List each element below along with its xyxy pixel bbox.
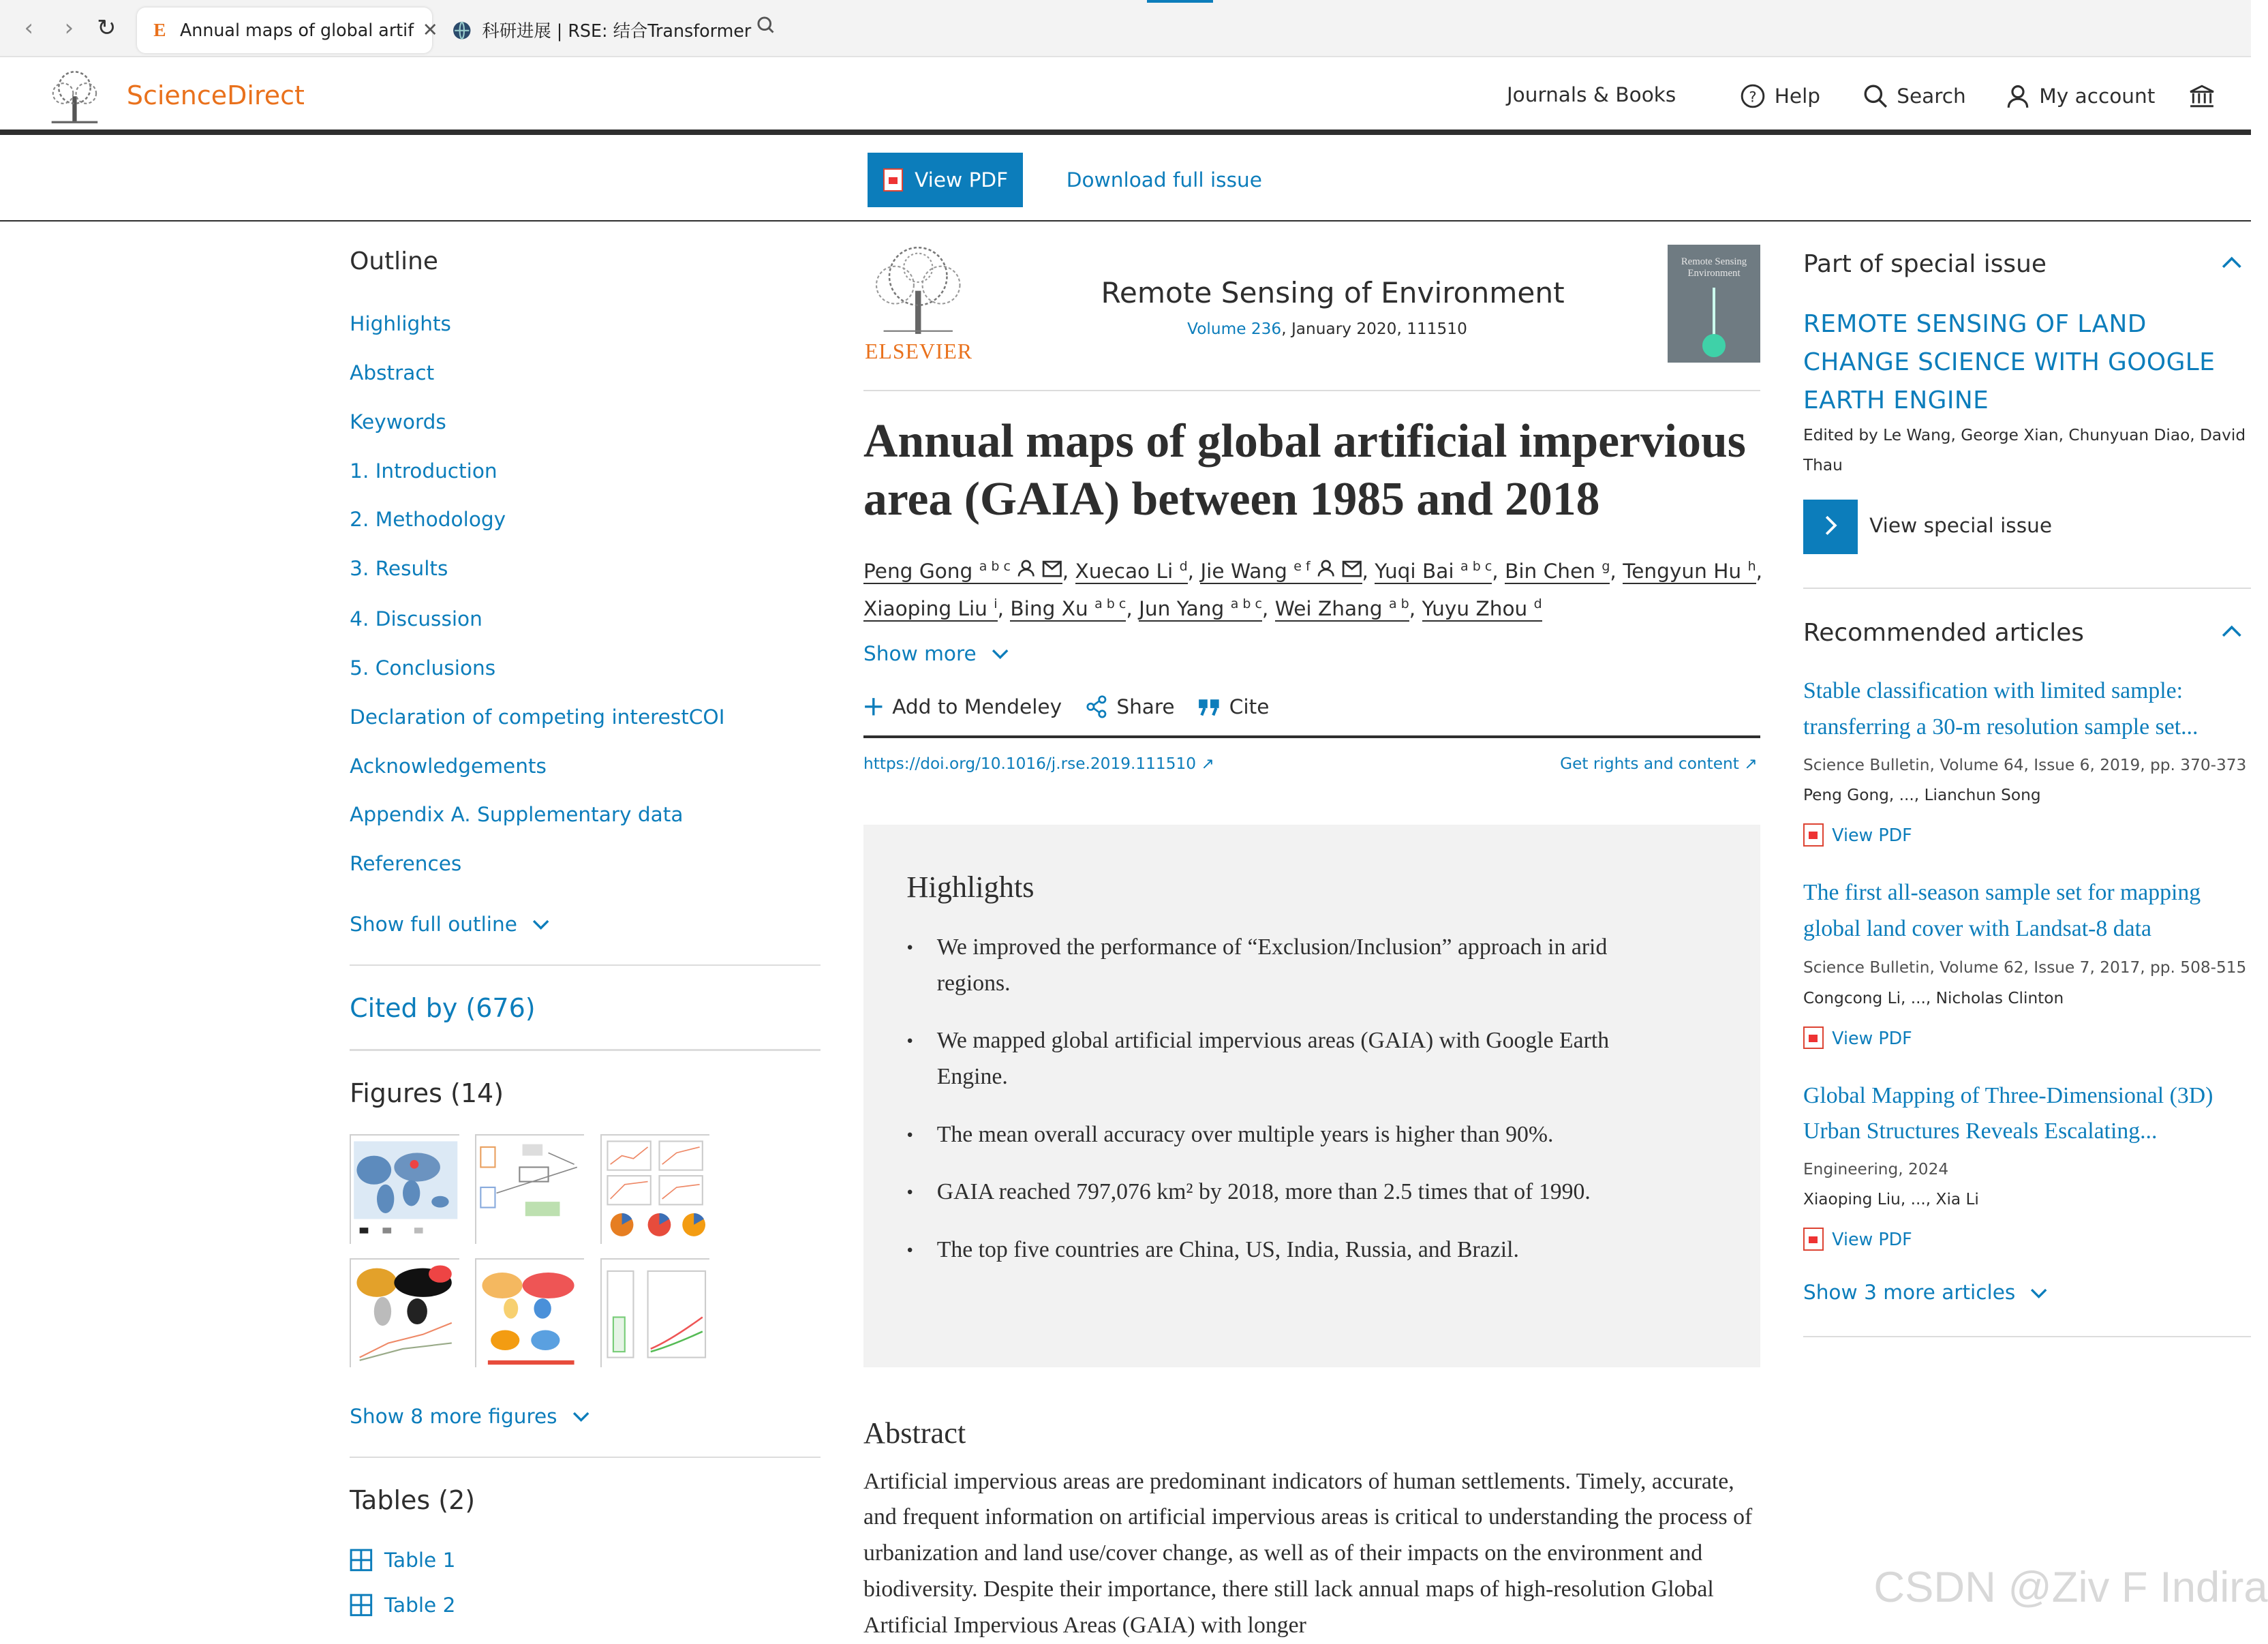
author-link[interactable]	[1623, 560, 1756, 584]
figure-thumbnail-accuracy-charts[interactable]	[600, 1134, 709, 1243]
globe-favicon-icon	[450, 18, 474, 42]
rights-text: Get rights and content	[1560, 754, 1739, 773]
view-pdf-label: View PDF	[1832, 1027, 1912, 1048]
site-header	[0, 57, 2251, 135]
mail-icon	[1342, 560, 1362, 577]
help-label: Help	[1774, 85, 1821, 108]
author-name: Jie Wang	[1200, 559, 1287, 583]
highlight-item: • The top five countries are China, US, India, Russia, and Brazil.	[906, 1232, 1655, 1268]
highlights-heading: Highlights	[906, 870, 1035, 904]
reload-icon[interactable]: ↻	[97, 14, 117, 42]
view-pdf-label: View PDF	[1832, 824, 1912, 845]
my-account-link[interactable]	[2005, 83, 2156, 109]
outline-item-appendix[interactable]: Appendix A. Supplementary data	[350, 803, 684, 827]
external-link-icon: ↗	[1201, 754, 1214, 773]
download-full-issue-link[interactable]: Download full issue	[1066, 168, 1262, 192]
cite-label: Cite	[1229, 695, 1270, 718]
outline-item-keywords[interactable]: Keywords	[350, 410, 446, 433]
volume-link[interactable]: Volume 236	[1187, 319, 1282, 338]
author-name: Wei Zhang	[1274, 596, 1383, 620]
author-affiliation: i	[994, 596, 998, 612]
author-name: Yuyu Zhou	[1422, 596, 1528, 620]
author-link[interactable]	[1275, 597, 1409, 622]
author-affiliation: a b c	[1094, 596, 1127, 612]
outline-item-introduction[interactable]: 1. Introduction	[350, 459, 497, 483]
author-affiliation: g	[1602, 558, 1610, 574]
add-to-mendeley-button[interactable]	[863, 695, 1062, 718]
highlight-item: • GAIA reached 797,076 km² by 2018, more than 2.5 times that of 1990.	[906, 1174, 1655, 1211]
back-icon[interactable]: ‹	[24, 14, 33, 42]
author-affiliation: d	[1179, 558, 1188, 574]
outline-item-acknowledgements[interactable]: Acknowledgements	[350, 754, 547, 778]
view-pdf-label: View PDF	[1832, 1229, 1912, 1250]
author-link[interactable]	[1075, 560, 1188, 584]
elsevier-tree-icon[interactable]	[863, 245, 972, 334]
divider	[863, 735, 1760, 738]
article-title: Annual maps of global artificial impervious area (GAIA) between 1985 and 2018	[863, 415, 1746, 526]
author-link[interactable]	[863, 560, 1062, 584]
recommended-article-authors: Congcong Li, ..., Nicholas Clinton	[1803, 988, 2064, 1007]
figure-thumbnail-flowchart[interactable]	[475, 1134, 584, 1243]
help-icon	[1740, 83, 1766, 109]
show-more-figures-button[interactable]	[350, 1405, 589, 1428]
search-icon	[1863, 83, 1888, 109]
elsevier-wordmark: ELSEVIER	[865, 339, 973, 364]
doi-text: https://doi.org/10.1016/j.rse.2019.111510	[863, 754, 1197, 773]
outline-item-references[interactable]: References	[350, 852, 462, 876]
recommended-article-authors: Xiaoping Liu, ..., Xia Li	[1803, 1190, 1979, 1209]
pdf-toolbar	[0, 141, 2251, 222]
author-affiliation: a b c	[979, 558, 1011, 574]
chevron-up-icon[interactable]	[2222, 619, 2242, 642]
divider	[350, 1457, 821, 1458]
browser-tab-active[interactable]	[137, 7, 438, 54]
show-more-figures-label: Show 8 more figures	[350, 1405, 557, 1429]
user-icon	[2005, 83, 2031, 109]
view-special-issue-button[interactable]	[1803, 500, 1858, 554]
table-1-link[interactable]	[350, 1549, 455, 1572]
author-link[interactable]	[1505, 560, 1610, 584]
figure-thumbnail-heat-map[interactable]	[475, 1258, 584, 1367]
pdf-icon	[1803, 1026, 1824, 1050]
divider	[350, 964, 821, 966]
recommended-view-pdf-link[interactable]	[1803, 1026, 1912, 1050]
search-link[interactable]	[1863, 83, 1966, 109]
recommended-article-meta: Engineering, 2024	[1803, 1160, 1949, 1179]
author-affiliation: h	[1747, 558, 1756, 574]
cited-by-link[interactable]: Cited by (676)	[350, 993, 536, 1024]
journals-books-link[interactable]	[1507, 83, 1676, 106]
author-affiliation: d	[1533, 596, 1542, 612]
abstract-heading: Abstract	[863, 1415, 966, 1450]
cover-title: Remote Sensing Environment	[1681, 256, 1747, 279]
journals-label: Journals & Books	[1506, 83, 1676, 107]
highlights-box	[863, 825, 1760, 1367]
outline-item-competing-interest[interactable]: Declaration of competing interestCOI	[350, 705, 725, 729]
elsevier-favicon-icon: E	[153, 19, 166, 40]
browser-tab-bar	[0, 0, 2251, 57]
view-pdf-button[interactable]	[868, 153, 1023, 207]
recommended-article-authors: Peng Gong, ..., Lianchun Song	[1803, 785, 2041, 804]
special-issue-title-link[interactable]: REMOTE SENSING OF LAND CHANGE SCIENCE WITH GOOGLE EARTH ENGINE	[1803, 309, 2216, 414]
pdf-icon	[883, 168, 904, 192]
plus-icon	[863, 697, 884, 717]
author-name: Jun Yang	[1139, 596, 1225, 620]
view-pdf-label: View PDF	[915, 168, 1009, 192]
recommended-article-meta: Science Bulletin, Volume 62, Issue 7, 2017, pp. 508-515	[1803, 958, 2247, 977]
show-more-authors-button[interactable]	[863, 642, 1009, 665]
author-name: Peng Gong	[863, 559, 973, 583]
cite-button[interactable]	[1197, 695, 1269, 718]
author-link[interactable]	[863, 597, 998, 622]
show-full-outline-label: Show full outline	[350, 912, 517, 936]
outline-item-abstract[interactable]: Abstract	[350, 361, 435, 385]
show-more-articles-label: Show 3 more articles	[1803, 1281, 2016, 1305]
elsevier-tree-logo-icon[interactable]	[43, 67, 106, 125]
tables-heading: Tables (2)	[350, 1485, 476, 1516]
doi-link[interactable]	[863, 755, 1214, 773]
author-link[interactable]	[1010, 597, 1126, 622]
cover-graphic	[1713, 288, 1715, 337]
tab-title: Annual maps of global artif	[179, 20, 414, 41]
quote-icon	[1197, 697, 1221, 717]
share-label: Share	[1116, 695, 1175, 718]
author-affiliation: a b	[1388, 596, 1409, 612]
author-list: Peng Gong $^{a b c}$ , Xuecao Li $^d$, Jie Wang $^{e f}$ , Yuqi Bai $^{a b c}$, Bin Chen $^g$, Tengyun Hu $^h$, Xiaoping Liu $^i$, Bing Xu $^{a b c}$, Jun Yang $^{a b c}$, Wei Zhang $^{a b}$, Yuyu Zhou $^d$	[863, 558, 1763, 620]
show-more-label: Show more	[863, 641, 977, 665]
table-icon	[350, 1594, 373, 1617]
share-icon	[1085, 695, 1108, 718]
view-special-issue-link[interactable]: View special issue	[1869, 513, 2052, 537]
journal-title[interactable]: Remote Sensing of Environment	[1101, 276, 1565, 310]
author-affiliation: a b c	[1460, 558, 1492, 574]
table-2-label: Table 2	[384, 1593, 456, 1617]
special-issue-editors: Edited by Le Wang, George Xian, Chunyuan Diao, David Thau	[1803, 425, 2246, 474]
figures-heading: Figures (14)	[350, 1078, 504, 1108]
special-issue-heading: Part of special issue	[1803, 250, 2047, 279]
recommended-view-pdf-link[interactable]	[1803, 1228, 1912, 1251]
author-affiliation: a b c	[1230, 596, 1262, 612]
abstract-text: Artificial impervious areas are predominant indicators of human settlements. Timely, accurate, and frequent information on artificial impervious areas is critical to understanding the process of urbanization and land use/cover change, as well as of their impacts on the environment and biodiversity. Despite their importance, there still lack annual maps of high-resolution Global Artificial Impervious Areas (GAIA) with longer	[863, 1468, 1753, 1638]
table-2-link[interactable]	[350, 1594, 455, 1617]
volume-rest: , January 2020, 111510	[1281, 319, 1467, 338]
author-name: Xiaoping Liu	[863, 596, 987, 620]
recommended-heading: Recommended articles	[1803, 619, 2084, 648]
browser-tab[interactable]	[439, 7, 752, 54]
mendeley-label: Add to Mendeley	[892, 695, 1062, 718]
recommended-article-title[interactable]: Global Mapping of Three-Dimensional (3D) Urban Structures Reveals Escalating...	[1803, 1082, 2213, 1144]
get-rights-link[interactable]	[1560, 755, 1758, 773]
divider	[1803, 1336, 2251, 1337]
author-link[interactable]	[1139, 597, 1262, 622]
author-link[interactable]	[1200, 560, 1362, 584]
journal-cover-image[interactable]	[1668, 245, 1760, 363]
chevron-down-icon	[572, 1405, 589, 1428]
outline-item-methodology[interactable]: 2. Methodology	[350, 508, 506, 532]
article-actions	[863, 695, 1269, 718]
highlights-list	[906, 930, 1655, 1290]
pdf-icon	[1803, 823, 1824, 847]
chevron-down-icon	[2030, 1281, 2047, 1304]
search-label: Search	[1897, 85, 1966, 108]
author-name: Bin Chen	[1505, 559, 1595, 583]
divider	[1803, 588, 2251, 589]
loading-indicator	[1147, 0, 1213, 3]
chevron-down-icon	[532, 913, 549, 936]
cover-graphic	[1702, 334, 1726, 357]
account-label: My account	[2039, 85, 2156, 108]
show-full-outline-button[interactable]	[350, 913, 549, 936]
author-name: Xuecao Li	[1075, 559, 1174, 583]
journal-volume	[1187, 320, 1467, 338]
author-name: Yuqi Bai	[1375, 559, 1454, 583]
recommended-article-meta: Science Bulletin, Volume 64, Issue 6, 2019, pp. 370-373	[1803, 755, 2247, 774]
table-1-label: Table 1	[384, 1549, 456, 1572]
recommended-article-title[interactable]: Stable classification with limited sample: transferring a 30-m resolution sample set...	[1803, 678, 2198, 740]
external-link-icon: ↗	[1744, 754, 1758, 773]
show-more-articles-button[interactable]	[1803, 1281, 2048, 1304]
author-link[interactable]	[1375, 560, 1492, 584]
figure-thumbnail-growth-curves[interactable]	[600, 1258, 709, 1367]
institution-icon[interactable]	[2189, 83, 2215, 109]
outline-item-discussion[interactable]: 4. Discussion	[350, 607, 482, 631]
author-affiliation: e f	[1293, 558, 1311, 574]
outline-heading: Outline	[350, 247, 438, 276]
table-icon	[350, 1549, 373, 1572]
recommended-view-pdf-link[interactable]	[1803, 823, 1912, 847]
help-link[interactable]	[1740, 83, 1820, 109]
share-button[interactable]	[1085, 695, 1175, 718]
close-tab-icon[interactable]: ✕	[422, 19, 438, 41]
svg-text:?: ?	[1749, 88, 1757, 106]
author-link[interactable]	[1422, 597, 1542, 622]
outline-item-results[interactable]: 3. Results	[350, 557, 448, 581]
highlight-item: • We improved the performance of “Exclusion/Inclusion” approach in arid regions.	[906, 930, 1655, 1002]
sciencedirect-logo[interactable]: ScienceDirect	[126, 80, 305, 111]
chevron-down-icon	[992, 642, 1009, 665]
outline-item-conclusions[interactable]: 5. Conclusions	[350, 656, 496, 680]
author-name: Tengyun Hu	[1623, 559, 1742, 583]
figure-thumbnail-world-map[interactable]	[350, 1134, 459, 1243]
divider	[350, 1049, 821, 1050]
outline-item-highlights[interactable]: Highlights	[350, 312, 451, 336]
figure-thumbnail-regional-map[interactable]	[350, 1258, 459, 1367]
tab-title: 科研进展 | RSE: 结合Transformer	[482, 20, 752, 42]
recommended-article-title[interactable]: The first all-season sample set for mapping global land cover with Landsat-8 data	[1803, 879, 2201, 941]
chevron-up-icon[interactable]	[2222, 250, 2242, 273]
divider	[863, 390, 1760, 391]
highlight-item: • We mapped global artificial impervious areas (GAIA) with Google Earth Engine.	[906, 1023, 1655, 1095]
pdf-icon	[1803, 1228, 1824, 1251]
mail-icon	[1042, 560, 1062, 577]
person-icon	[1017, 559, 1035, 577]
forward-icon[interactable]: ›	[64, 14, 74, 42]
watermark: CSDN @Ziv F Indira	[1873, 1564, 2268, 1612]
chevron-right-icon	[1824, 510, 1838, 543]
author-name: Bing Xu	[1010, 596, 1088, 620]
person-icon	[1317, 559, 1335, 577]
highlight-item: • The mean overall accuracy over multiple years is higher than 90%.	[906, 1117, 1655, 1153]
tab-search-icon[interactable]	[751, 16, 780, 39]
